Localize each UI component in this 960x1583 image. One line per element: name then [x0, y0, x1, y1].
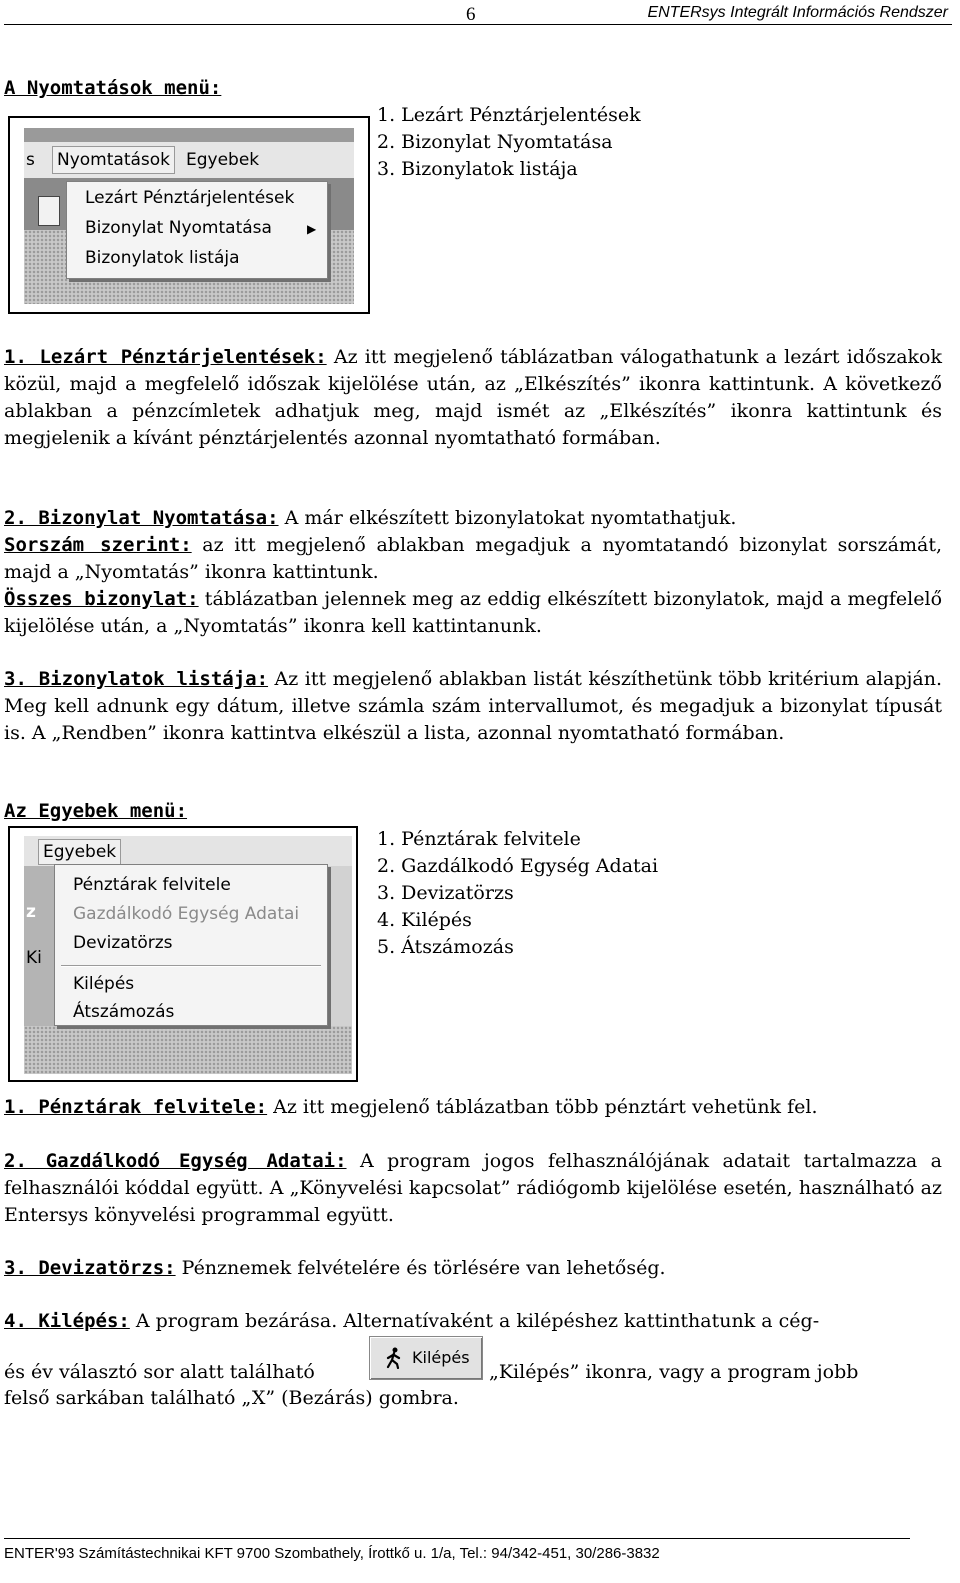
section-text: A program jogos felhasználójának adatait tartalmazza a felhasználói kóddal együtt. A „Könyvelési kapcsolat” rádiógomb kijelölése esetén, használható az Entersys könyvelési programmal együtt. [4, 1150, 943, 1226]
kilepes-button-label: Kilépés [412, 1348, 470, 1367]
list-item: 3. Devizatörzs [377, 882, 514, 904]
header-title: ENTERsys Integrált Információs Rendszer [647, 4, 948, 21]
menu-item-devizatorzs[interactable]: Devizatörzs [73, 933, 173, 953]
section-text: az itt megjelenő ablakban megadjuk a nyomtatandó bizonylat sorszámát, majd a „Nyomtatás” ikonra kattintunk. [4, 534, 942, 583]
print-dropdown-menu [66, 181, 328, 279]
menu-item-kilepes[interactable]: Kilépés [73, 974, 135, 994]
section-text: Az itt megjelenő táblázatban válogathatunk a lezárt időszakok közül, majd a megfelelő időszak kijelölése után, az „Elkészítés” ikonra kattintunk. A következő ablakban a pénzcímletek adhatjuk meg, majd ismét az „Elkészítés” ikonra kattintunk és megjelenik a kívánt pénztárjelentés azonnal nyomtatható formában. [4, 346, 942, 449]
section-label: 4. Kilépés: [4, 1310, 130, 1332]
menubar-fragment: s [26, 150, 35, 170]
section-text: A már elkészített bizonylatokat nyomtathatjuk. [278, 507, 737, 529]
kilepes-button[interactable] [369, 1336, 483, 1380]
section-bizonylatok-listaja [4, 666, 942, 747]
section-label: 1. Lezárt Pénztárjelentések: [4, 346, 327, 368]
section-kilepes [4, 1308, 942, 1335]
print-menu-list [377, 102, 641, 183]
section-bizonylat-nyomtatasa [4, 505, 942, 640]
section-text: Pénznemek felvételére és törlésére van lehetőség. [175, 1257, 666, 1279]
list-item: 3. Bizonylatok listája [377, 158, 578, 180]
print-menu-heading: A Nyomtatások menü: [4, 77, 222, 99]
page-number: 6 [466, 4, 476, 25]
section-text: A program bezárása. Alternatívaként a kilépéshez kattinthatunk a cég- [129, 1310, 820, 1332]
other-menu-heading: Az Egyebek menü: [4, 800, 188, 822]
section-penztarak-felvitele [4, 1094, 942, 1121]
menu-item-bizonylatok-listaja[interactable]: Bizonylatok listája [85, 248, 240, 268]
footer-rule [4, 1538, 910, 1539]
section-text: Az itt megjelenő táblázatban több pénztárt vehetünk fel. [267, 1096, 818, 1118]
section-label: 3. Bizonylatok listája: [4, 668, 269, 690]
other-menu-list [377, 826, 658, 961]
section-text: Az itt megjelenő ablakban listát készíthetünk több kritérium alapján. Meg kell adnunk egy dátum, illetve számla szám intervallumot, és megadjuk a bizonylat típusát is. A „Rendben” ikonra kattintva elkészül a lista, azonnal nyomtatható formában. [4, 668, 942, 744]
exit-line-after: „Kilépés” ikonra, vagy a program jobb [489, 1361, 859, 1383]
list-item: 1. Lezárt Pénztárjelentések [377, 104, 641, 126]
menu-item-atszamozas[interactable]: Átszámozás [73, 1002, 175, 1022]
list-item: 2. Gazdálkodó Egység Adatai [377, 855, 659, 877]
menubar-egyebek[interactable]: Egyebek [186, 150, 260, 170]
section-label: 3. Devizatörzs: [4, 1257, 176, 1279]
other-menu-screenshot [8, 826, 358, 1082]
other-dropdown-menu [54, 864, 328, 1026]
background-fragment: z [26, 902, 36, 922]
section-lezart [4, 344, 942, 452]
section-text: táblázatban jelennek meg az eddig elkészített bizonylatok, majd a megfelelő kijelölése után, a „Nyomtatás” ikonra kell kattintanunk. [4, 588, 943, 637]
menu-item-penztarak-felvitele[interactable]: Pénztárak felvitele [73, 875, 231, 895]
menubar-nyomtatasok[interactable]: Nyomtatások [52, 146, 175, 174]
section-devizatorzs [4, 1255, 942, 1282]
background-fragment: Ki [26, 948, 42, 968]
list-item: 2. Bizonylat Nyomtatása [377, 131, 613, 153]
section-label: 2. Bizonylat Nyomtatása: [4, 507, 279, 529]
menu-item-gazdalkodo-egyseg: Gazdálkodó Egység Adatai [73, 904, 300, 924]
list-item: 4. Kilépés [377, 909, 472, 931]
list-item: 1. Pénztárak felvitele [377, 828, 581, 850]
section-label: 2. Gazdálkodó Egység Adatai: [4, 1150, 347, 1172]
triangle-right-icon: ▶ [307, 222, 317, 236]
print-menu-screenshot [8, 116, 370, 314]
footer-text: ENTER'93 Számítástechnikai KFT 9700 Szombathely, Írottkő u. 1/a, Tel.: 94/342-451, 30/286-3832 [4, 1545, 660, 1562]
list-item: 5. Átszámozás [377, 936, 514, 958]
menubar-egyebek[interactable]: Egyebek [38, 839, 121, 865]
walking-person-icon [384, 1347, 404, 1369]
section-label: Összes bizonylat: [4, 588, 199, 610]
exit-line-before: és év választó sor alatt található [4, 1361, 315, 1383]
exit-line-3: felső sarkában található „X” (Bezárás) gombra. [4, 1387, 459, 1409]
menu-item-lezart[interactable]: Lezárt Pénztárjelentések [85, 188, 295, 208]
section-gazdalkodo-egyseg [4, 1148, 942, 1229]
section-label: Sorszám szerint: [4, 534, 192, 556]
menu-item-bizonylat-nyomtatasa[interactable]: Bizonylat Nyomtatása [85, 218, 272, 238]
menu-separator [61, 965, 321, 967]
section-label: 1. Pénztárak felvitele: [4, 1096, 268, 1118]
header-rule [4, 24, 952, 25]
